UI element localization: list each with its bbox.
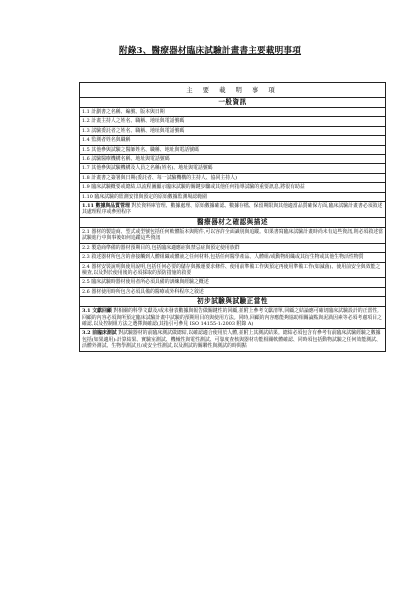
item-row xyxy=(80,329,386,351)
item-cell xyxy=(80,307,386,329)
item-row xyxy=(80,307,386,329)
item-cell xyxy=(80,117,386,126)
section-row xyxy=(80,98,386,108)
item-text: 2.4 器材安裝說明與使用說明,包括任何必要的儲存與搬運要求條件、使用前準備工作與預定再使用準備工作(如滅菌)、使用前安全與效能之檢查,以及對於使用後的必須採取的預防措施的敘要 xyxy=(82,263,381,276)
page-title: 附錄3、醫療器材臨床試驗計畫書主要載明事項 xyxy=(118,46,302,56)
item-cell xyxy=(80,192,386,201)
item-text: 1.3 試驗委託者之姓名、職稱、地址與電話號碼 xyxy=(82,127,185,134)
item-text: 2.1 器材的製造商、型式或型號包括任何軟體版本與附件,可以容許全面識別與追蹤。如果書寫臨床試驗計畫時尚未有這些資訊,則必須敘述當試驗進行中與事後如何追蹤這些資訊 xyxy=(82,228,383,242)
item-row xyxy=(80,183,386,192)
item-text: 1.1 計劃書之名稱、編號、版本與日期 xyxy=(82,109,165,115)
item-title: 3.1 文獻回顧 xyxy=(82,308,112,315)
item-cell xyxy=(80,278,386,287)
item-cell xyxy=(80,287,386,296)
item-row xyxy=(80,164,386,173)
item-cell xyxy=(80,202,386,218)
section-title: 醫療器材之確認與描述 xyxy=(80,217,386,227)
item-row xyxy=(80,136,386,145)
item-cell xyxy=(80,329,386,351)
table-header-row xyxy=(80,83,386,98)
item-text: 2.6 器材使用時所包含必須具備的醫療或外科程序之敘述 xyxy=(82,288,204,295)
section-title: 初步試驗與試驗正當性 xyxy=(80,297,386,307)
item-row xyxy=(80,202,386,218)
item-cell xyxy=(80,227,386,243)
item-row xyxy=(80,227,386,243)
item-row xyxy=(80,262,386,278)
item-cell xyxy=(80,136,386,145)
item-text: 1.9 臨床試驗概要或總結,以流程圖顯示臨床試驗的關鍵步驟或其他任何指導試驗的重要訊息,將很有助益 xyxy=(82,184,305,191)
section-row xyxy=(80,297,386,307)
item-cell xyxy=(80,243,386,252)
item-text: 1.2 計畫主持人之姓名、職稱、地址與電話號碼 xyxy=(82,118,185,125)
item-cell xyxy=(80,108,386,117)
item-row xyxy=(80,117,386,126)
item-cell xyxy=(80,145,386,154)
item-text: 1.6 試驗醫療機構名稱、地址與電話號碼 xyxy=(82,156,170,163)
item-row xyxy=(80,253,386,262)
item-row xyxy=(80,173,386,182)
item-cell xyxy=(80,183,386,192)
item-title: 3.2 前臨床測試 xyxy=(82,330,117,337)
item-row xyxy=(80,278,386,287)
item-text: 1.10 臨床試驗的監測安排與預定的原始數據監測場認範圍 xyxy=(82,193,207,200)
section-row xyxy=(80,217,386,227)
item-text: 1.5 其他參與試驗之醫師姓名、職稱、地址與電話號碼 xyxy=(82,146,199,153)
item-text: 對試驗器材的前臨床測試做總結,以確認適合使用於人體,並附上其測試結果。總結必須包含有參考有前臨床試驗經驗之數據包括(如果適用):計算結果、實驗室測試、機械性與電性測試、可靠度查核與器材功能相關軟體確認、同時須包括動物試驗之任何效能測試、活體外測試、生物學測試且/或安全性測試,以及測試的關聯性與測試的時間點 xyxy=(82,330,381,350)
section-title: 一般資訊 xyxy=(80,98,386,108)
item-row xyxy=(80,145,386,154)
item-cell xyxy=(80,126,386,135)
item-text: 2.3 敘述器材所包含的會接觸到人體組織或體液之任何材料,包括任何醫學產品、人體組/或動物組織或其衍生物或其他生物活性物質 xyxy=(82,254,364,261)
item-text: 1.7 其他參與試驗機構及人員之名稱(姓名)、地址與電話號碼 xyxy=(82,165,213,172)
item-text: 對於資料庫管理、數據處理、原始數據確認、數據存檔、保留期限與其他適當品質確保方面,臨床試驗計畫書必須敘述其處理程序或參照程序 xyxy=(82,203,383,216)
item-row xyxy=(80,243,386,252)
item-cell xyxy=(80,155,386,164)
item-row xyxy=(80,108,386,117)
item-text: 1.4 監測者姓名與職稱 xyxy=(82,137,131,144)
item-cell xyxy=(80,164,386,173)
item-title: 1.11 數據與品質管理 xyxy=(82,203,130,210)
item-cell xyxy=(80,253,386,262)
item-text: 對相關的科學文獻及/或未發表數據與報告做關鍵性的回顧,並附上參考文獻清單,回顧之結論應可確切臨床試驗設計的正當性,回顧的內容必須與所預定臨床試驗計畫中試驗的預期用目的與使用方法。同時,回顧的內容應能夠協助相關論點與泥渦因素等必須考慮項目之確認,以及控制組方法之選擇與確認(其指引可參見 ISO 14155-1:2003 附錄 A) xyxy=(82,308,382,327)
item-text: 2.5 臨床試驗時器材使用者所必須具備的訓練與經驗之概述 xyxy=(82,279,209,286)
table-header: 主 要 載 明 事 項 xyxy=(80,83,386,98)
item-cell xyxy=(80,262,386,278)
item-text: 2.2 製造商準備的器材預期目的,包括臨床適應症與禁忌症與預定使用族群 xyxy=(82,244,240,251)
item-row xyxy=(80,126,386,135)
table-body xyxy=(80,83,386,352)
main-items-table xyxy=(79,82,386,352)
item-row xyxy=(80,155,386,164)
item-text: 1.8 計畫書之簽署與日期(委託者、每一試驗機構的主持人、協同主持人) xyxy=(82,174,237,181)
item-row xyxy=(80,287,386,296)
item-cell xyxy=(80,173,386,182)
item-row xyxy=(80,192,386,201)
